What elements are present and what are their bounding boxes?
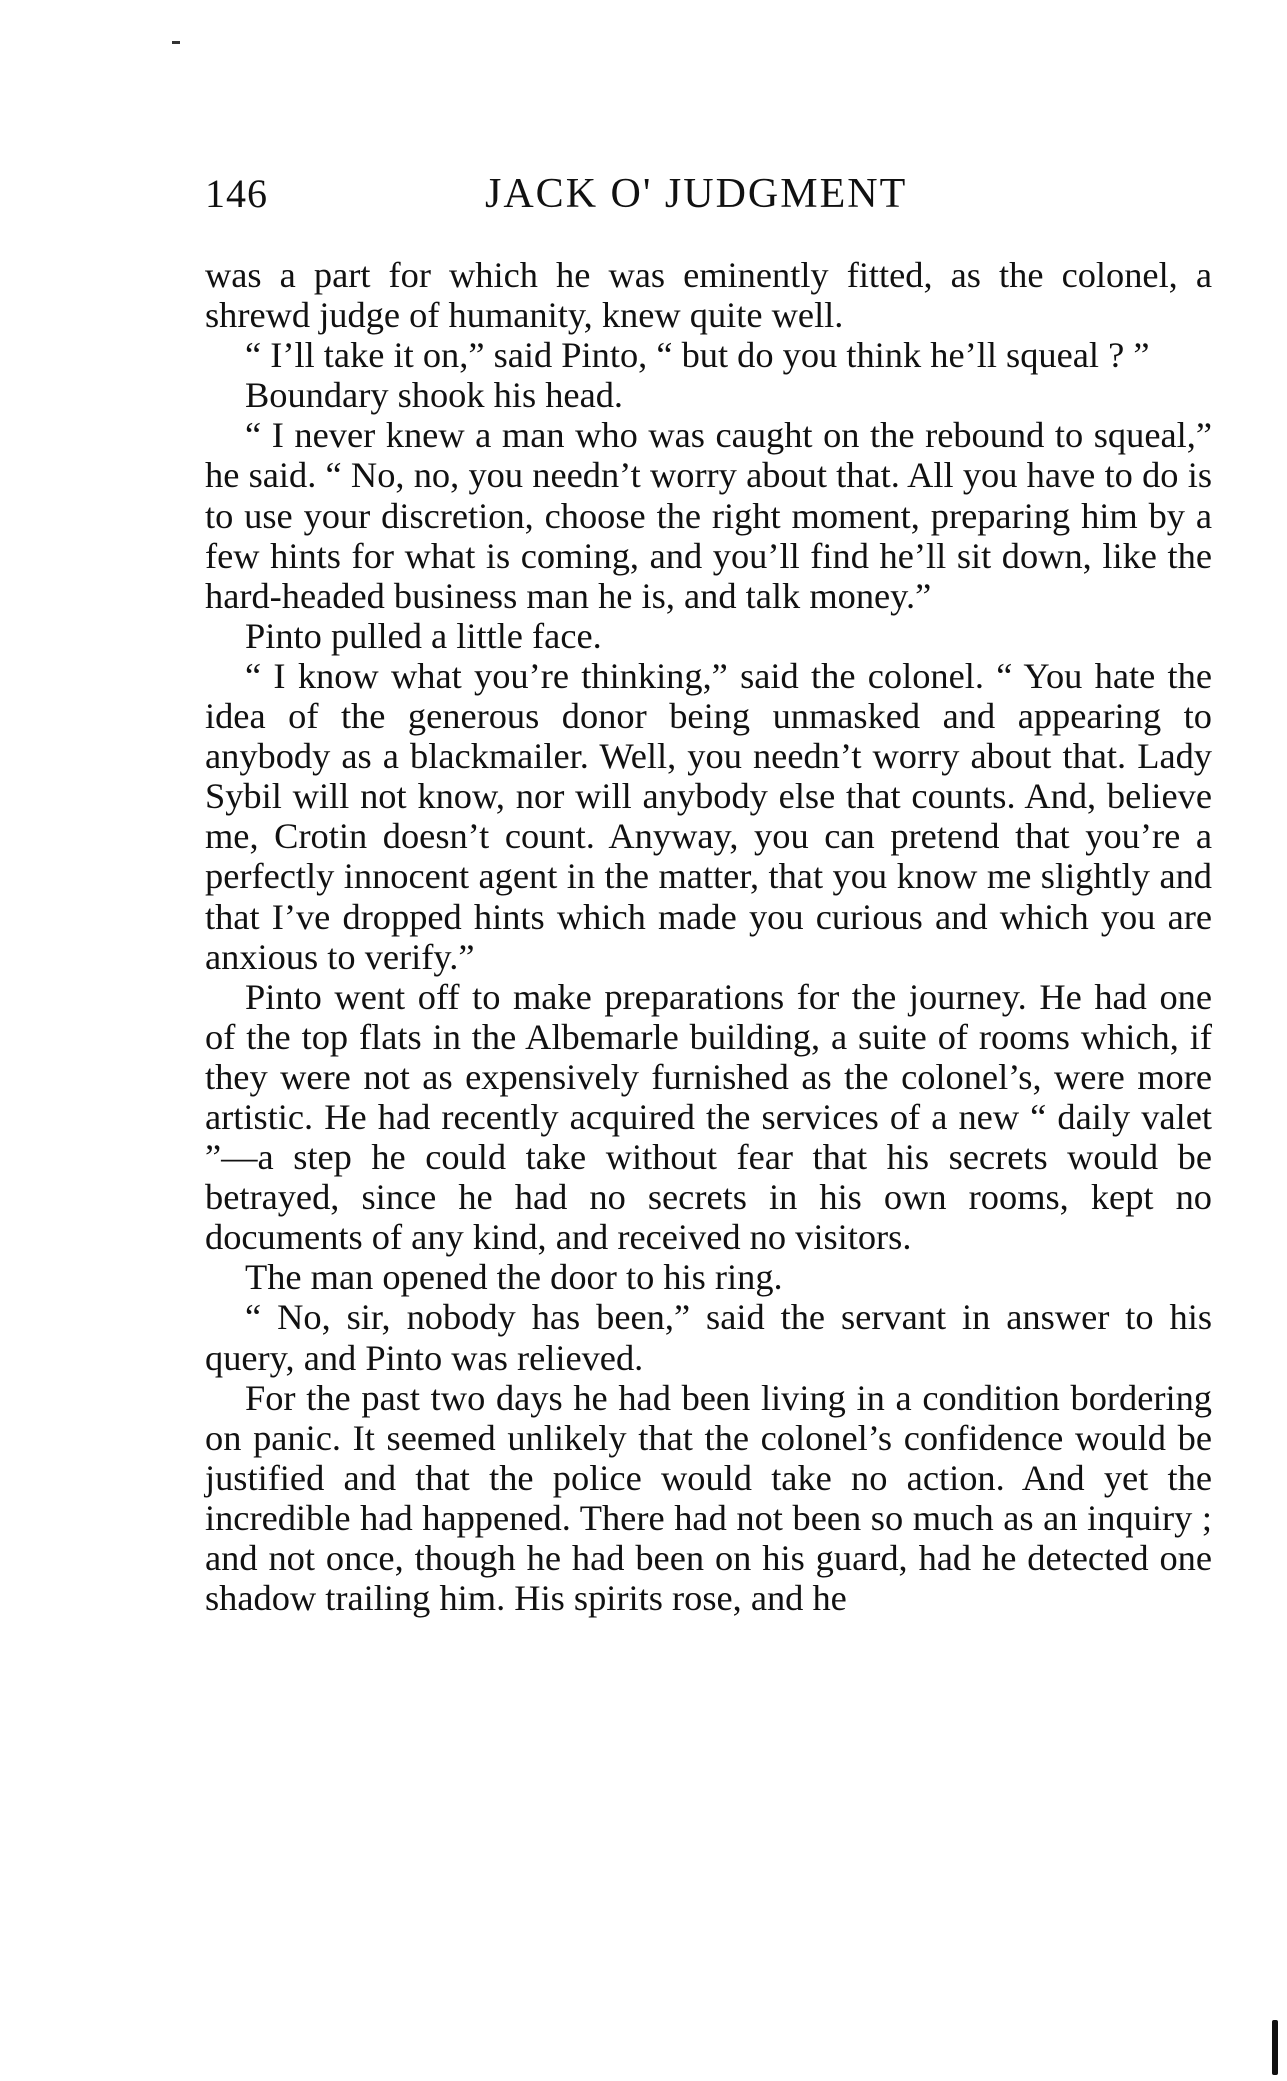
paragraph: Pinto pulled a little face. bbox=[245, 615, 602, 656]
paragraph: Pinto went off to make preparations for the journey. He had one of the top flats in the Albemarle building, a suite of rooms which, if they were not as expensively furnished as the colonel’s, were more artistic. He had recently acquired the services of a new “ daily valet ”—a step he could take without fear that his secrets would be betrayed, since he had no secrets in his own rooms, kept no documents of any kind, and received no visitors. bbox=[205, 976, 1212, 1258]
page-header bbox=[205, 170, 1215, 230]
print-speck bbox=[172, 41, 180, 44]
paragraph: was a part for which he was eminently fitted, as the colonel, a shrewd judge of humanity, knew quite well. bbox=[205, 255, 1212, 336]
paragraph: “ I never knew a man who was caught on the rebound to squeal,” he said. “ No, no, you needn’t worry about that. All you have to do is to use your discretion, choose the right moment, preparing him by a few hints for what is coming, and you’ll find he’ll sit down, like the hard-headed business man he is, and talk money.” bbox=[205, 415, 1212, 616]
paragraph: “ I’ll take it on,” said Pinto, “ but do you think he’ll squeal ? ” bbox=[245, 335, 1150, 376]
paragraph: Boundary shook his head. bbox=[245, 375, 624, 416]
running-head: JACK O' JUDGMENT bbox=[485, 171, 908, 217]
page-edge-mark bbox=[1272, 2020, 1278, 2075]
body-text bbox=[205, 255, 1212, 1618]
paragraph: For the past two days he had been living in a condition bordering on panic. It seemed unlikely that the colonel’s confidence would be justified and that the police would take no action. And yet the incredible had happened. There had not been so much as an inquiry ; and not once, though he had been on his guard, had he detected one shadow trailing him. His spirits rose, and he bbox=[205, 1377, 1212, 1619]
paragraph: “ No, sir, nobody has been,” said the servant in answer to his query, and Pinto was relieved. bbox=[205, 1297, 1212, 1378]
page-number: 146 bbox=[205, 171, 268, 216]
paragraph: The man opened the door to his ring. bbox=[245, 1257, 783, 1298]
paragraph: “ I know what you’re thinking,” said the colonel. “ You hate the idea of the generous donor being unmasked and appearing to anybody as a blackmailer. Well, you needn’t worry about that. Lady Sybil will not know, nor will anybody else that counts. And, believe me, Crotin doesn’t count. Anyway, you can pretend that you’re a perfectly innocent agent in the matter, that you know me slightly and that I’ve dropped hints which made you curious and which you are anxious to verify.” bbox=[205, 655, 1212, 977]
